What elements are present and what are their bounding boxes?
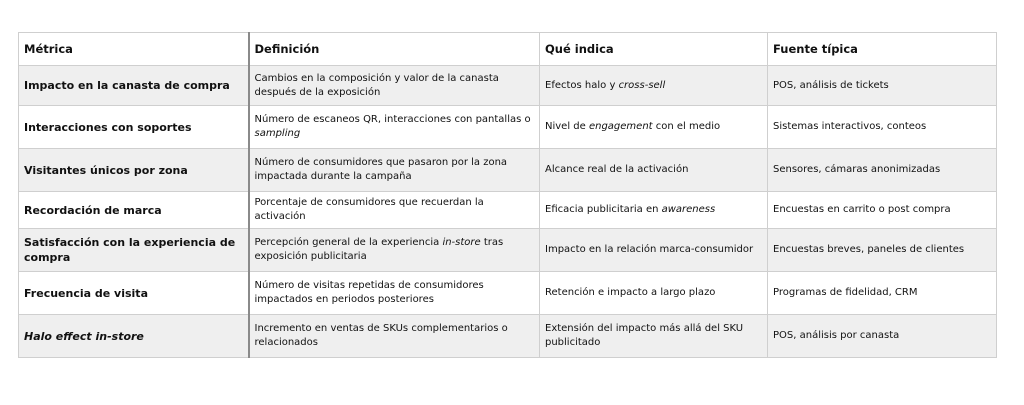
indicates-cell: [540, 106, 768, 149]
indicates-text: Eficacia publicitaria en: [545, 204, 662, 215]
indicates-text: Efectos halo y: [545, 79, 619, 91]
source-cell: Encuestas en carrito o post compra: [768, 192, 997, 229]
indicates-cell: [540, 192, 768, 229]
source-cell: Encuestas breves, paneles de clientes: [768, 229, 997, 272]
source-cell: POS, análisis por canasta: [768, 315, 997, 358]
definition-cell: Porcentaje de consumidores que recuerdan la activación: [249, 192, 540, 229]
metric-cell: Impacto en la canasta de compra: [19, 66, 249, 106]
source-cell: Sensores, cámaras anonimizadas: [768, 149, 997, 192]
definition-italic: in-store: [442, 237, 481, 248]
indicates-cell: [540, 66, 768, 106]
definition-text: Número de escaneos QR, interacciones con pantallas o: [254, 114, 531, 125]
definition-cell: Cambios en la composición y valor de la canasta después de la exposición: [249, 66, 540, 106]
metrics-table: [18, 32, 997, 358]
header-fuente-tipica: Fuente típica: [768, 33, 997, 66]
indicates-italic: awareness: [661, 204, 716, 215]
metric-cell: Recordación de marca: [19, 192, 249, 229]
source-cell: Programas de fidelidad, CRM: [768, 272, 997, 315]
definition-cell: Incremento en ventas de SKUs complementarios o relacionados: [249, 315, 540, 358]
metric-cell: Frecuencia de visita: [19, 272, 249, 315]
table-row: [19, 192, 997, 229]
table-row: [19, 106, 997, 149]
table-row: [19, 229, 997, 272]
source-cell: Sistemas interactivos, conteos: [768, 106, 997, 149]
metric-cell: Visitantes únicos por zona: [19, 149, 249, 192]
table-row: [19, 272, 997, 315]
indicates-cell: Alcance real de la activación: [540, 149, 768, 192]
metric-cell: Interacciones con soportes: [19, 106, 249, 149]
indicates-cell: Impacto en la relación marca-consumidor: [540, 229, 768, 272]
definition-cell: [249, 229, 540, 272]
header-que-indica: Qué indica: [540, 33, 768, 66]
source-cell: POS, análisis de tickets: [768, 66, 997, 106]
indicates-italic: cross-sell: [618, 79, 666, 91]
definition-cell: [249, 106, 540, 149]
table-row: [19, 315, 997, 358]
definition-cell: Número de visitas repetidas de consumidores impactados en periodos posteriores: [249, 272, 540, 315]
metric-cell: [19, 315, 249, 358]
indicates-italic: engagement: [588, 121, 653, 132]
metric-cell: Satisfacción con la experiencia de compra: [19, 229, 249, 272]
header-definicion: Definición: [249, 33, 540, 66]
table-row: [19, 149, 997, 192]
definition-text-end: tras exposición publicitaria: [254, 237, 504, 262]
table-row: [19, 66, 997, 106]
table-header-row: [19, 33, 997, 66]
definition-italic: sampling: [254, 128, 301, 139]
header-metrica: Métrica: [19, 33, 249, 66]
metric-italic: Halo effect in-store: [24, 329, 144, 343]
definition-text: Percepción general de la experiencia: [254, 237, 443, 248]
indicates-text: Nivel de: [545, 121, 589, 132]
indicates-text-end: con el medio: [652, 121, 721, 132]
indicates-cell: Retención e impacto a largo plazo: [540, 272, 768, 315]
definition-cell: Número de consumidores que pasaron por la zona impactada durante la campaña: [249, 149, 540, 192]
indicates-cell: Extensión del impacto más allá del SKU publicitado: [540, 315, 768, 358]
